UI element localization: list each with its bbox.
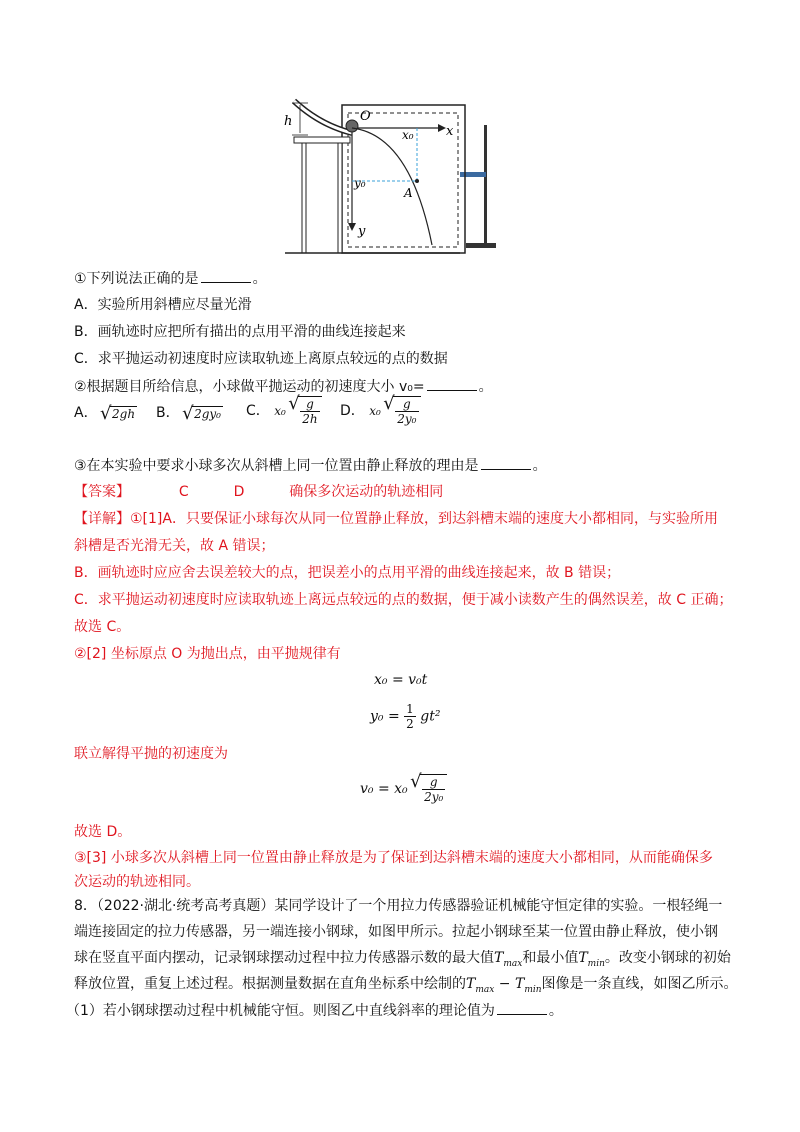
detail-line-9: ③[3] 小球多次从斜槽上同一位置由静止释放是为了保证到达斜槽末端的速度大小都相同，从而能确保多 bbox=[74, 850, 713, 866]
table-top bbox=[294, 137, 350, 143]
detail-line-3: B．画轨迹时应应舍去误差较大的点，把误差小的点用平滑的曲线连接起来，故 B 错误； bbox=[74, 565, 621, 581]
equation-2: y₀ = $\frac{1}{2}$ gt² bbox=[370, 702, 441, 731]
equation-3: v₀ = x₀ √ $\frac{g}{\text{2y₀}}$ bbox=[360, 774, 447, 804]
label-O: O bbox=[360, 109, 371, 124]
detail-line-7: 联立解得平抛的初速度为 bbox=[74, 746, 228, 762]
q2-line bbox=[74, 376, 493, 397]
table-leg bbox=[338, 143, 342, 253]
answer-1: C bbox=[178, 484, 189, 500]
q2-blank bbox=[427, 376, 477, 391]
q1-option-c: C．求平抛运动初速度时应读取轨迹上离原点较远的点的数据 bbox=[74, 351, 448, 367]
stand-clamp bbox=[460, 172, 486, 177]
q8-blank bbox=[497, 1000, 547, 1015]
slope bbox=[294, 101, 352, 133]
answer-line bbox=[74, 482, 443, 502]
label-y0: y₀ bbox=[354, 176, 366, 190]
point-A bbox=[415, 179, 419, 183]
q1-option-b: B．画轨迹时应把所有描出的点用平滑的曲线连接起来 bbox=[74, 324, 406, 340]
q8-line-1: 8．（2022·湖北·统考高考真题）某同学设计了一个用拉力传感器验证机械能守恒定律的实验。一根轻绳一 bbox=[74, 898, 723, 914]
q2-option-a: A． √ 2gh bbox=[74, 402, 137, 422]
q3-end: 。 bbox=[532, 458, 547, 474]
label-h: h bbox=[284, 114, 293, 129]
q1-prompt: ①下列说法正确的是 bbox=[74, 271, 199, 287]
q3-line bbox=[74, 455, 547, 476]
q1-option-a: A．实验所用斜槽应尽量光滑 bbox=[74, 297, 252, 313]
q8-line-5: （1）若小钢球摆动过程中机械能守恒。则图乙中直线斜率的理论值为 。 bbox=[66, 1000, 563, 1021]
q3-blank bbox=[481, 455, 531, 470]
stand-base bbox=[466, 243, 496, 248]
detail-line-6: ②[2] 坐标原点 O 为抛出点，由平抛规律有 bbox=[74, 646, 341, 662]
label-y: y bbox=[358, 224, 366, 239]
table-leg bbox=[302, 143, 306, 253]
stand-rod bbox=[484, 125, 487, 245]
experiment-figure bbox=[280, 95, 520, 257]
q2-option-c: C． x₀ √ $\frac{g}{2h}$ bbox=[246, 396, 322, 426]
detail-line-4: C．求平抛运动初速度时应读取轨迹上离远点较远的点的数据，便于减小读数产生的偶然误差，故 C 正确； bbox=[74, 592, 733, 608]
q3-prompt: ③在本实验中要求小球多次从斜槽上同一位置由静止释放的理由是 bbox=[74, 458, 479, 474]
answer-label: 【答案】 bbox=[74, 484, 130, 500]
equation-1: x₀ = v₀t bbox=[374, 672, 428, 688]
q8-line-3: 球在竖直平面内摆动，记录钢球摆动过程中拉力传感器示数的最大值$T_{max}$和最小值$T_{min}$。改变小钢球的初始 bbox=[74, 950, 731, 969]
y-arrow bbox=[348, 223, 356, 231]
label-x0: x₀ bbox=[402, 128, 414, 142]
detail-line-8: 故选 D。 bbox=[74, 824, 132, 840]
q1-blank bbox=[201, 268, 251, 283]
answer-2: D bbox=[233, 484, 245, 500]
label-x: x bbox=[446, 124, 454, 139]
q8-line-4: 释放位置，重复上述过程。根据测量数据在直角坐标系中绘制的$T_{max} - T_{min}$图像是一条直线，如图乙所示。 bbox=[74, 976, 738, 995]
detail-line-5: 故选 C。 bbox=[74, 619, 131, 635]
q2-option-b: B． √ 2gy₀ bbox=[156, 402, 223, 422]
detail-line-2: 斜槽是否光滑无关，故 A 错误； bbox=[74, 538, 275, 554]
ball bbox=[346, 120, 358, 132]
detail-line-10: 次运动的轨迹相同。 bbox=[74, 874, 200, 890]
q2-option-d: D． x₀ √ $\frac{g}{\text{2y₀}}$ bbox=[340, 396, 421, 426]
detail-line-1: 【详解】①[1]A．只要保证小球每次从同一位置静止释放，到达斜槽末端的速度大小都相同，与实验所用 bbox=[74, 511, 718, 527]
x-arrow bbox=[438, 124, 446, 132]
sqrt-2gy0: √ 2gy₀ bbox=[192, 406, 223, 421]
q1-line bbox=[74, 268, 267, 289]
q2-end: 。 bbox=[478, 379, 493, 395]
q1-end: 。 bbox=[252, 271, 267, 287]
answer-3: 确保多次运动的轨迹相同 bbox=[289, 484, 444, 500]
label-A: A bbox=[404, 186, 413, 200]
sqrt-2gh: √ 2gh bbox=[110, 406, 137, 421]
q8-line-2: 端连接固定的拉力传感器，另一端连接小钢球，如图甲所示。拉起小钢球至某一位置由静止释放，使小钢 bbox=[74, 924, 718, 940]
q2-prompt: ②根据题目所给信息，小球做平抛运动的初速度大小 v₀= bbox=[74, 379, 425, 395]
